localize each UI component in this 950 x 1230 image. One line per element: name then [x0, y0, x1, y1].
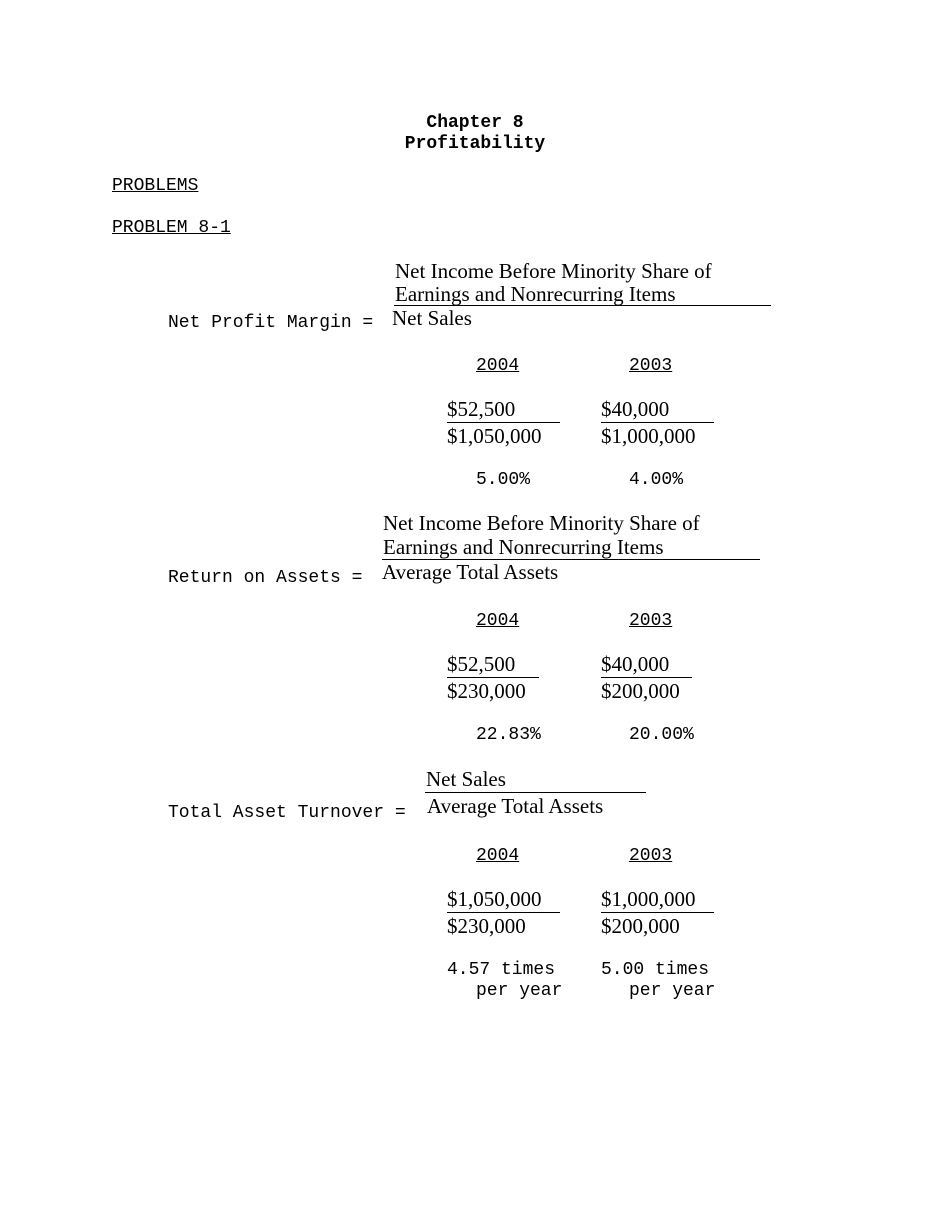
result-value: 5.00%: [476, 470, 531, 490]
chapter-heading: Chapter 8: [426, 113, 524, 133]
year-header: 2004: [476, 611, 520, 631]
formula-denominator: Average Total Assets: [382, 560, 559, 584]
formula-numerator-line2: Earnings and Nonrecurring Items: [383, 535, 664, 559]
ratio-label: Return on Assets =: [168, 568, 363, 588]
formula-denominator: Average Total Assets: [427, 794, 604, 818]
result-value: 20.00%: [629, 725, 694, 745]
section-label: PROBLEMS: [112, 176, 199, 196]
ratio-label: Net Profit Margin =: [168, 313, 374, 333]
formula-numerator-line2: Earnings and Nonrecurring Items: [395, 282, 676, 306]
result-value: 5.00 times: [601, 960, 710, 980]
denominator-value: $1,000,000: [601, 424, 696, 448]
value-fraction-bar: [601, 422, 714, 423]
value-fraction-bar: [601, 912, 714, 913]
formula-numerator-line1: Net Income Before Minority Share of: [383, 511, 700, 535]
denominator-value: $200,000: [601, 914, 680, 938]
numerator-value: $40,000: [601, 397, 670, 421]
value-fraction-bar: [447, 422, 560, 423]
result-unit: per year: [629, 981, 716, 1001]
value-fraction-bar: [447, 912, 560, 913]
result-value: 4.57 times: [447, 960, 556, 980]
problem-label: PROBLEM 8-1: [112, 218, 231, 238]
numerator-value: $1,050,000: [447, 887, 542, 911]
formula-numerator-line1: Net Sales: [426, 767, 506, 791]
result-value: 4.00%: [629, 470, 684, 490]
year-header: 2003: [629, 356, 673, 376]
denominator-value: $230,000: [447, 914, 526, 938]
year-header: 2003: [629, 611, 673, 631]
formula-fraction-bar: [425, 792, 646, 793]
year-header: 2003: [629, 846, 673, 866]
numerator-value: $1,000,000: [601, 887, 696, 911]
denominator-value: $230,000: [447, 679, 526, 703]
numerator-value: $52,500: [447, 397, 516, 421]
year-header: 2004: [476, 356, 520, 376]
value-fraction-bar: [601, 677, 692, 678]
chapter-subject: Profitability: [404, 134, 546, 154]
result-value: 22.83%: [476, 725, 541, 745]
numerator-value: $52,500: [447, 652, 516, 676]
result-unit: per year: [476, 981, 563, 1001]
year-header: 2004: [476, 846, 520, 866]
value-fraction-bar: [447, 677, 539, 678]
denominator-value: $200,000: [601, 679, 680, 703]
formula-denominator: Net Sales: [392, 306, 472, 330]
numerator-value: $40,000: [601, 652, 670, 676]
denominator-value: $1,050,000: [447, 424, 542, 448]
formula-numerator-line1: Net Income Before Minority Share of: [395, 259, 712, 283]
ratio-label: Total Asset Turnover =: [168, 803, 406, 823]
